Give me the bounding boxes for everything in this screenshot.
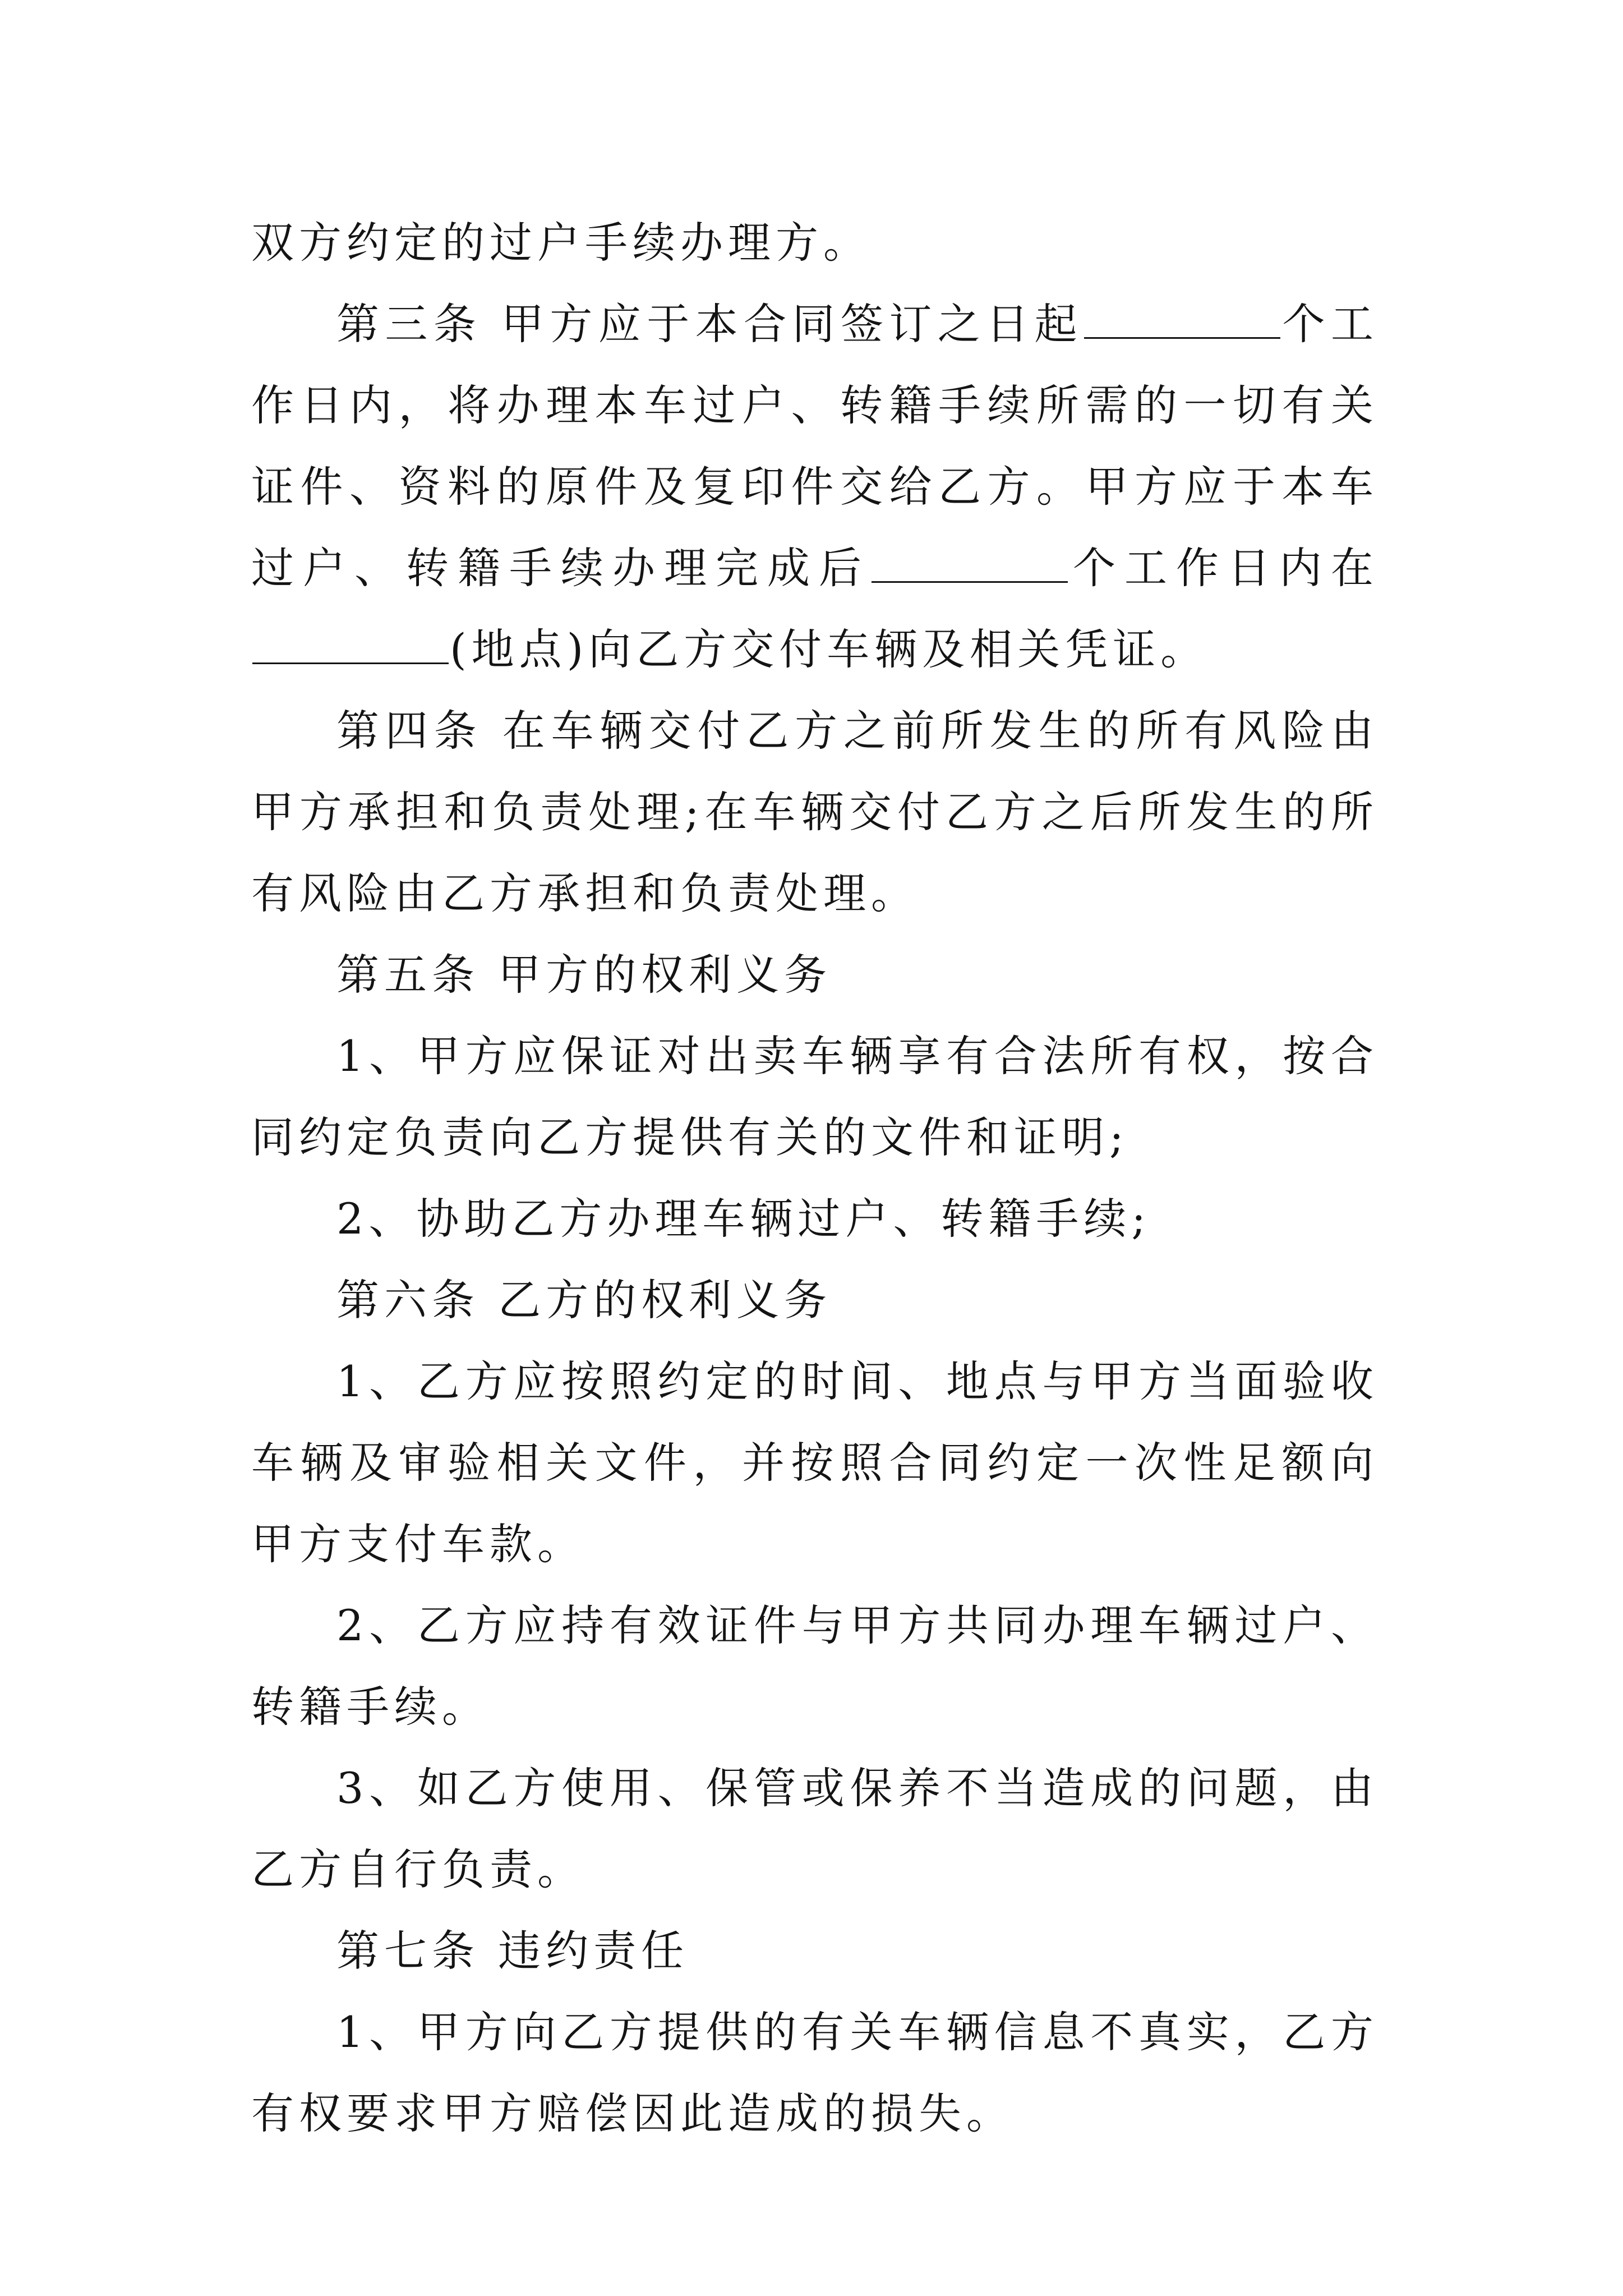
article-3-text-d: (地点)向乙方交付车辆及相关凭证。 (450, 624, 1209, 674)
blank-field-location[interactable] (252, 628, 449, 664)
article-3-text-a: 第三条 甲方应于本合同签订之日起 (336, 299, 1083, 349)
article-3-text-c: 个工作日内在 (1069, 543, 1378, 593)
article-7-item-1: 1、甲方向乙方提供的有关车辆信息不真实，乙方有权要求甲方赔偿因此造成的损失。 (251, 2007, 1378, 2138)
article-5-item-2: 2、协助乙方办理车辆过户、转籍手续; (336, 1194, 1151, 1244)
article-6-item-2: 2、乙方应持有效证件与甲方共同办理车辆过户、转籍手续。 (251, 1600, 1378, 1732)
article-4-paragraph: 第四条 在车辆交付乙方之前所发生的所有风险由甲方承担和负责处理;在车辆交付乙方之后所发生的所有风险由乙方承担和负责处理。 (251, 706, 1378, 918)
article-3-text-b: 个工作日内，将办理本车过户、转籍手续所需的一切有关证件、资料的原件及复印件交给乙方。甲方应于本车过户、转籍手续办理完成后 (251, 299, 1378, 593)
article-6-heading: 第六条 乙方的权利义务 (336, 1275, 832, 1325)
article-3-paragraph (251, 283, 1378, 690)
paragraph-continuation: 双方约定的过户手续办理方。 (251, 218, 871, 268)
document-page (251, 202, 1378, 2154)
article-7-heading: 第七条 违约责任 (336, 1926, 689, 1976)
blank-field-workdays-2[interactable] (872, 546, 1068, 583)
article-5-item-1: 1、甲方应保证对出卖车辆享有合法所有权，按合同约定负责向乙方提供有关的文件和证明; (251, 1031, 1378, 1162)
article-6-item-3: 3、如乙方使用、保管或保养不当造成的问题，由乙方自行负责。 (251, 1763, 1378, 1894)
article-5-heading: 第五条 甲方的权利义务 (336, 950, 832, 1000)
article-6-item-1: 1、乙方应按照约定的时间、地点与甲方当面验收车辆及审验相关文件，并按照合同约定一次性足额向甲方支付车款。 (251, 1356, 1378, 1569)
blank-field-workdays-1[interactable] (1084, 302, 1280, 339)
